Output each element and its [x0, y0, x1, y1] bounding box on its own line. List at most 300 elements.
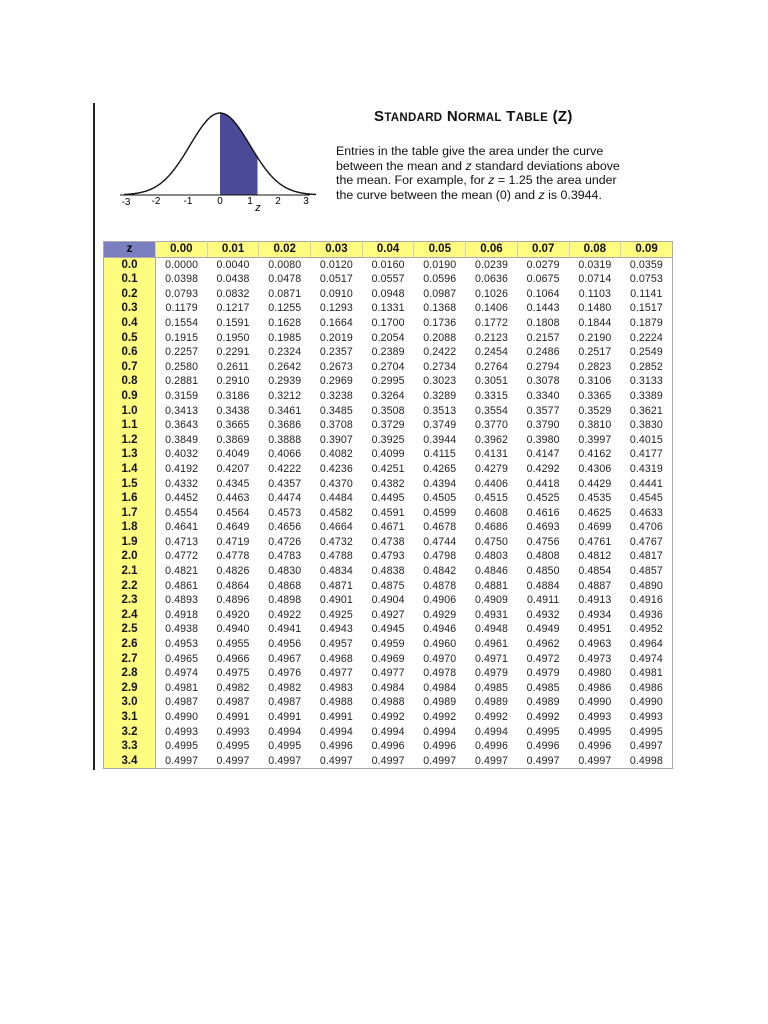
- table-cell: 0.4744: [423, 535, 457, 548]
- table-cell: 0.4996: [371, 740, 405, 753]
- table-cell: 0.4972: [526, 652, 560, 665]
- table-cell: 0.2549: [629, 346, 663, 359]
- table-cell: 0.4990: [165, 711, 199, 723]
- table-cell: 0.4599: [423, 506, 457, 519]
- table-cell: 0.3925: [371, 433, 405, 446]
- table-cell: 0.2939: [268, 375, 302, 388]
- table-cell: 0.0714: [578, 273, 612, 286]
- table-cell: 0.4279: [474, 462, 508, 475]
- table-cell: 0.4357: [268, 477, 302, 490]
- row-header: 3.0: [104, 695, 156, 710]
- table-cell: 0.4772: [165, 550, 199, 563]
- table-cell: 0.3944: [423, 433, 457, 446]
- table-cell: 0.3810: [578, 419, 612, 432]
- row-header: 0.4: [104, 316, 156, 331]
- table-cell: 0.4192: [165, 462, 199, 475]
- table-cell: 0.4988: [319, 696, 353, 709]
- row-header: 2.2: [104, 579, 156, 594]
- table-cell: 0.4988: [371, 696, 405, 709]
- table-cell: 0.4564: [216, 506, 250, 519]
- table-cell: 0.3238: [319, 389, 353, 402]
- table-cell: 0.4984: [371, 681, 405, 694]
- table-cell: 0.4857: [629, 565, 663, 578]
- column-header: 0.01: [207, 242, 259, 258]
- table-cell: 0.0987: [423, 287, 457, 300]
- table-cell: 0.4177: [629, 448, 663, 461]
- row-header: 2.7: [104, 652, 156, 667]
- table-cell: 0.3212: [268, 389, 302, 402]
- table-cell: 0.2019: [319, 331, 353, 344]
- table-cell: 0.4995: [578, 725, 612, 738]
- table-cell: 0.3133: [629, 375, 663, 388]
- table-cell: 0.4846: [474, 565, 508, 578]
- axis-tick-labels: [122, 196, 310, 208]
- table-cell: 0.1950: [216, 331, 250, 344]
- table-cell: 0.2642: [268, 360, 302, 373]
- table-cell: 0.4515: [474, 492, 508, 505]
- row-header: 2.0: [104, 549, 156, 564]
- table-row: [104, 404, 673, 419]
- table-cell: 0.4963: [578, 638, 612, 651]
- table-cell: 0.4495: [371, 492, 405, 505]
- z-marker-label: z: [255, 202, 261, 214]
- table-cell: 0.4591: [371, 506, 405, 519]
- table-cell: 0.0596: [423, 273, 457, 286]
- table-cell: 0.4998: [629, 754, 663, 767]
- tick-label: 1: [247, 196, 253, 207]
- table-cell: 0.4251: [371, 462, 405, 475]
- column-header: 0.05: [414, 242, 466, 258]
- table-cell: 0.4952: [629, 623, 663, 636]
- table-cell: 0.4890: [629, 579, 663, 592]
- table-cell: 0.4965: [165, 652, 199, 665]
- table-cell: 0.3554: [474, 404, 508, 417]
- table-cell: 0.0478: [268, 273, 302, 286]
- z-table: [103, 241, 673, 769]
- table-cell: 0.4726: [268, 535, 302, 548]
- table-cell: 0.4979: [474, 667, 508, 680]
- table-cell: 0.4997: [165, 754, 199, 767]
- column-header: 0.02: [259, 242, 311, 258]
- table-cell: 0.3438: [216, 404, 250, 417]
- table-cell: 0.4996: [423, 740, 457, 753]
- table-cell: 0.2054: [371, 331, 405, 344]
- table-cell: 0.4993: [165, 725, 199, 738]
- table-cell: 0.0319: [578, 258, 612, 271]
- table-cell: 0.4319: [629, 462, 663, 475]
- table-cell: 0.4649: [216, 521, 250, 534]
- table-cell: 0.4904: [371, 594, 405, 607]
- row-header: 0.1: [104, 272, 156, 287]
- table-cell: 0.1368: [423, 302, 457, 315]
- table-cell: 0.4970: [423, 652, 457, 665]
- table-cell: 0.4987: [165, 696, 199, 709]
- table-cell: 0.4938: [165, 623, 199, 636]
- table-cell: 0.4015: [629, 433, 663, 446]
- table-cell: 0.3888: [268, 433, 302, 446]
- table-cell: 0.0948: [371, 287, 405, 300]
- table-cell: 0.4864: [216, 579, 250, 592]
- table-cell: 0.1808: [526, 316, 560, 329]
- table-cell: 0.4783: [268, 550, 302, 563]
- table-cell: 0.4750: [474, 535, 508, 548]
- table-cell: 0.3577: [526, 404, 560, 417]
- table-cell: 0.4983: [319, 681, 353, 694]
- table-cell: 0.4934: [578, 608, 612, 621]
- table-cell: 0.4911: [527, 594, 560, 607]
- table-cell: 0.4778: [216, 550, 250, 563]
- table-cell: 0.0190: [423, 258, 457, 271]
- table-cell: 0.4960: [423, 638, 457, 651]
- table-cell: 0.4981: [629, 667, 663, 680]
- table-cell: 0.4991: [319, 711, 353, 723]
- table-row: [104, 710, 673, 725]
- table-cell: 0.4850: [526, 565, 560, 578]
- table-cell: 0.4292: [526, 462, 560, 475]
- table-cell: 0.4049: [216, 448, 250, 461]
- table-cell: 0.2852: [629, 360, 663, 373]
- table-cell: 0.2704: [371, 360, 405, 373]
- table-cell: 0.2764: [474, 360, 508, 373]
- table-cell: 0.4985: [526, 681, 560, 694]
- table-cell: 0.4990: [578, 696, 612, 709]
- table-cell: 0.1628: [268, 316, 302, 329]
- table-cell: 0.3186: [216, 389, 250, 402]
- table-cell: 0.4896: [216, 594, 250, 607]
- table-cell: 0.4961: [474, 638, 508, 651]
- table-cell: 0.4973: [578, 652, 612, 665]
- table-cell: 0.4441: [629, 477, 663, 490]
- table-cell: 0.2517: [578, 346, 612, 359]
- row-header: 1.5: [104, 477, 156, 492]
- table-cell: 0.4992: [423, 711, 457, 723]
- table-cell: 0.4922: [268, 608, 302, 621]
- table-cell: 0.0871: [268, 287, 302, 300]
- table-cell: 0.4699: [578, 521, 612, 534]
- table-cell: 0.1985: [268, 331, 302, 344]
- table-cell: 0.4793: [371, 550, 405, 563]
- table-cell: 0.4951: [578, 623, 612, 636]
- table-cell: 0.4982: [268, 681, 302, 694]
- table-cell: 0.0675: [526, 273, 560, 286]
- table-cell: 0.4808: [526, 550, 560, 563]
- table-cell: 0.3729: [371, 419, 405, 432]
- table-cell: 0.4554: [165, 506, 199, 519]
- tick-label: -2: [151, 196, 161, 207]
- table-row: [104, 579, 673, 594]
- table-cell: 0.1554: [165, 316, 199, 329]
- table-cell: 0.4788: [319, 550, 353, 563]
- table-cell: 0.4992: [474, 711, 508, 723]
- table-row: [104, 477, 673, 492]
- table-cell: 0.2291: [216, 346, 250, 359]
- table-cell: 0.1331: [371, 302, 405, 315]
- table-cell: 0.3365: [578, 389, 612, 402]
- table-cell: 0.0438: [216, 273, 250, 286]
- table-cell: 0.4997: [629, 740, 663, 753]
- table-cell: 0.4756: [526, 535, 560, 548]
- table-cell: 0.1141: [630, 287, 663, 300]
- table-cell: 0.4881: [474, 579, 508, 592]
- table-cell: 0.0793: [165, 287, 199, 300]
- table-cell: 0.4986: [629, 681, 663, 694]
- table-cell: 0.3513: [423, 404, 457, 417]
- table-row: [104, 257, 673, 272]
- table-cell: 0.4996: [578, 740, 612, 753]
- page-title: STANDARD NORMAL TABLE (Z): [374, 108, 573, 125]
- table-cell: 0.4997: [578, 754, 612, 767]
- table-cell: 0.4761: [578, 535, 612, 548]
- table-cell: 0.0120: [319, 258, 353, 271]
- table-cell: 0.4162: [578, 448, 612, 461]
- column-header: 0.08: [569, 242, 621, 258]
- row-header: 3.2: [104, 725, 156, 740]
- table-cell: 0.0000: [165, 258, 199, 271]
- table-cell: 0.1179: [165, 302, 198, 315]
- table-row: [104, 681, 673, 696]
- table-cell: 0.3529: [578, 404, 612, 417]
- table-row: [104, 622, 673, 637]
- table-row: [104, 331, 673, 346]
- table-cell: 0.4830: [268, 565, 302, 578]
- table-cell: 0.2910: [216, 375, 250, 388]
- table-cell: 0.4993: [629, 711, 663, 723]
- row-header: 2.5: [104, 622, 156, 637]
- table-cell: 0.4969: [371, 652, 405, 665]
- table-cell: 0.4996: [526, 740, 560, 753]
- description-line: the mean. For example, for z = 1.25 the area under: [336, 173, 617, 187]
- row-header: 0.5: [104, 331, 156, 346]
- table-cell: 0.4394: [423, 477, 457, 490]
- table-cell: 0.2969: [319, 375, 353, 388]
- table-cell: 0.4982: [216, 681, 250, 694]
- table-cell: 0.4995: [268, 740, 302, 753]
- table-cell: 0.4987: [268, 696, 302, 709]
- table-cell: 0.2088: [423, 331, 457, 344]
- row-header: 1.8: [104, 520, 156, 535]
- table-row: [104, 725, 673, 740]
- table-cell: 0.4826: [216, 565, 250, 578]
- table-cell: 0.2157: [526, 331, 560, 344]
- table-cell: 0.4616: [526, 506, 560, 519]
- table-cell: 0.4582: [319, 506, 353, 519]
- table-cell: 0.4949: [526, 623, 560, 636]
- column-header: 0.07: [517, 242, 569, 258]
- row-header: 2.4: [104, 608, 156, 623]
- table-cell: 0.3315: [474, 389, 508, 402]
- table-cell: 0.4706: [629, 521, 663, 534]
- table-cell: 0.4812: [578, 550, 612, 563]
- table-cell: 0.4966: [216, 652, 250, 665]
- table-cell: 0.4977: [319, 667, 353, 680]
- table-cell: 0.4925: [319, 608, 353, 621]
- row-header: 2.3: [104, 593, 156, 608]
- table-cell: 0.4997: [526, 754, 560, 767]
- table-cell: 0.4066: [268, 448, 302, 461]
- table-cell: 0.4573: [268, 506, 302, 519]
- table-cell: 0.4940: [216, 623, 250, 636]
- table-cell: 0.4898: [268, 594, 302, 607]
- table-cell: 0.1026: [474, 287, 508, 300]
- table-cell: 0.1103: [578, 287, 611, 300]
- table-cell: 0.4868: [268, 579, 302, 592]
- table-cell: 0.4971: [474, 652, 508, 665]
- table-cell: 0.3749: [423, 419, 457, 432]
- table-cell: 0.4932: [526, 608, 560, 621]
- table-cell: 0.1700: [371, 316, 405, 329]
- column-header: 0.00: [156, 242, 208, 258]
- row-header: 3.4: [104, 754, 156, 769]
- table-cell: 0.3770: [474, 419, 508, 432]
- table-cell: 0.4913: [578, 594, 612, 607]
- table-cell: 0.4997: [216, 754, 250, 767]
- tick-label: 0: [217, 196, 223, 207]
- table-cell: 0.4997: [268, 754, 302, 767]
- table-cell: 0.2422: [423, 346, 457, 359]
- table-row: [104, 506, 673, 521]
- table-cell: 0.1517: [629, 302, 663, 315]
- table-cell: 0.4997: [371, 754, 405, 767]
- table-cell: 0.1591: [216, 316, 250, 329]
- table-cell: 0.0557: [371, 273, 405, 286]
- description-line: between the mean and z standard deviations above: [336, 158, 620, 173]
- table-cell: 0.4525: [526, 492, 560, 505]
- table-cell: 0.2123: [474, 331, 508, 344]
- table-cell: 0.4946: [423, 623, 457, 636]
- table-cell: 0.4641: [165, 521, 199, 534]
- table-cell: 0.0636: [474, 273, 508, 286]
- table-cell: 0.3264: [371, 389, 405, 402]
- table-cell: 0.4995: [216, 740, 250, 753]
- table-cell: 0.4955: [216, 638, 250, 651]
- table-cell: 0.2190: [578, 331, 612, 344]
- table-cell: 0.4838: [371, 565, 405, 578]
- table-cell: 0.0832: [216, 287, 250, 300]
- table-cell: 0.4918: [165, 608, 199, 621]
- table-cell: 0.4920: [216, 608, 250, 621]
- normal-curve-figure: [110, 98, 320, 218]
- row-header: 2.1: [104, 564, 156, 579]
- table-cell: 0.4985: [474, 681, 508, 694]
- table-cell: 0.4222: [268, 462, 302, 475]
- table-cell: 0.4991: [216, 711, 250, 723]
- table-cell: 0.4995: [629, 725, 663, 738]
- table-cell: 0.4989: [423, 696, 457, 709]
- table-cell: 0.4992: [526, 711, 560, 723]
- table-row: [104, 564, 673, 579]
- table-cell: 0.4953: [165, 638, 199, 651]
- table-cell: 0.4713: [165, 535, 199, 548]
- table-cell: 0.2673: [319, 360, 353, 373]
- header-row: [104, 242, 673, 258]
- table-cell: 0.4994: [423, 725, 457, 738]
- table-row: [104, 389, 673, 404]
- table-row: [104, 433, 673, 448]
- table-cell: 0.1480: [578, 302, 612, 315]
- table-cell: 0.2454: [474, 346, 508, 359]
- table-cell: 0.3340: [526, 389, 560, 402]
- table-cell: 0.4981: [165, 681, 199, 694]
- table-cell: 0.2580: [165, 360, 199, 373]
- table-cell: 0.4732: [319, 535, 353, 548]
- table-cell: 0.1844: [578, 316, 612, 329]
- table-cell: 0.4997: [319, 754, 353, 767]
- table-cell: 0.4967: [268, 652, 302, 665]
- table-cell: 0.4986: [578, 681, 612, 694]
- row-header: 0.0: [104, 257, 156, 272]
- table-cell: 0.4608: [474, 506, 508, 519]
- table-cell: 0.4382: [371, 477, 405, 490]
- table-row: [104, 739, 673, 754]
- table-cell: 0.4452: [165, 492, 199, 505]
- table-cell: 0.0910: [319, 287, 353, 300]
- row-header: 3.1: [104, 710, 156, 725]
- table-cell: 0.4990: [629, 696, 663, 709]
- table-cell: 0.2257: [165, 346, 199, 359]
- table-cell: 0.4984: [423, 681, 457, 694]
- table-row: [104, 652, 673, 667]
- table-description: [336, 144, 666, 202]
- table-cell: 0.4956: [268, 638, 302, 651]
- description-line: Entries in the table give the area under the curve: [336, 144, 604, 158]
- table-cell: 0.4406: [474, 477, 508, 490]
- table-cell: 0.2794: [526, 360, 560, 373]
- table-cell: 0.3051: [474, 375, 508, 388]
- table-cell: 0.3413: [165, 404, 199, 417]
- table-cell: 0.4803: [474, 550, 508, 563]
- row-header: 0.3: [104, 301, 156, 316]
- column-header: 0.03: [311, 242, 363, 258]
- table-cell: 0.4989: [526, 696, 560, 709]
- table-cell: 0.3508: [371, 404, 405, 417]
- table-cell: 0.4633: [629, 506, 663, 519]
- table-cell: 0.3289: [423, 389, 457, 402]
- table-cell: 0.3869: [216, 433, 250, 446]
- table-cell: 0.4115: [423, 448, 456, 461]
- table-row: [104, 637, 673, 652]
- table-cell: 0.2611: [216, 360, 250, 373]
- table-cell: 0.0517: [319, 273, 353, 286]
- table-cell: 0.2357: [319, 346, 353, 359]
- table-cell: 0.4854: [578, 565, 612, 578]
- table-cell: 0.4997: [474, 754, 508, 767]
- table-cell: 0.4484: [319, 492, 353, 505]
- table-cell: 0.4931: [474, 608, 508, 621]
- table-cell: 0.4842: [423, 565, 457, 578]
- row-header: 0.2: [104, 287, 156, 302]
- table-cell: 0.4978: [423, 667, 457, 680]
- table-cell: 0.4945: [371, 623, 405, 636]
- table-cell: 0.4463: [216, 492, 250, 505]
- table-cell: 0.4834: [319, 565, 353, 578]
- tick-label: -3: [121, 197, 131, 208]
- table-cell: 0.4664: [319, 521, 353, 534]
- table-cell: 0.0040: [216, 258, 250, 271]
- table-row: [104, 360, 673, 375]
- table-cell: 0.4147: [526, 448, 560, 461]
- table-row: [104, 754, 673, 769]
- table-cell: 0.4989: [474, 696, 508, 709]
- table-cell: 0.4032: [165, 448, 199, 461]
- table-cell: 0.4909: [474, 594, 508, 607]
- table-cell: 0.4995: [165, 740, 199, 753]
- table-cell: 0.1293: [319, 302, 353, 315]
- table-row: [104, 462, 673, 477]
- row-header: 0.8: [104, 374, 156, 389]
- table-cell: 0.4996: [319, 740, 353, 753]
- table-cell: 0.4884: [526, 579, 560, 592]
- table-row: [104, 345, 673, 360]
